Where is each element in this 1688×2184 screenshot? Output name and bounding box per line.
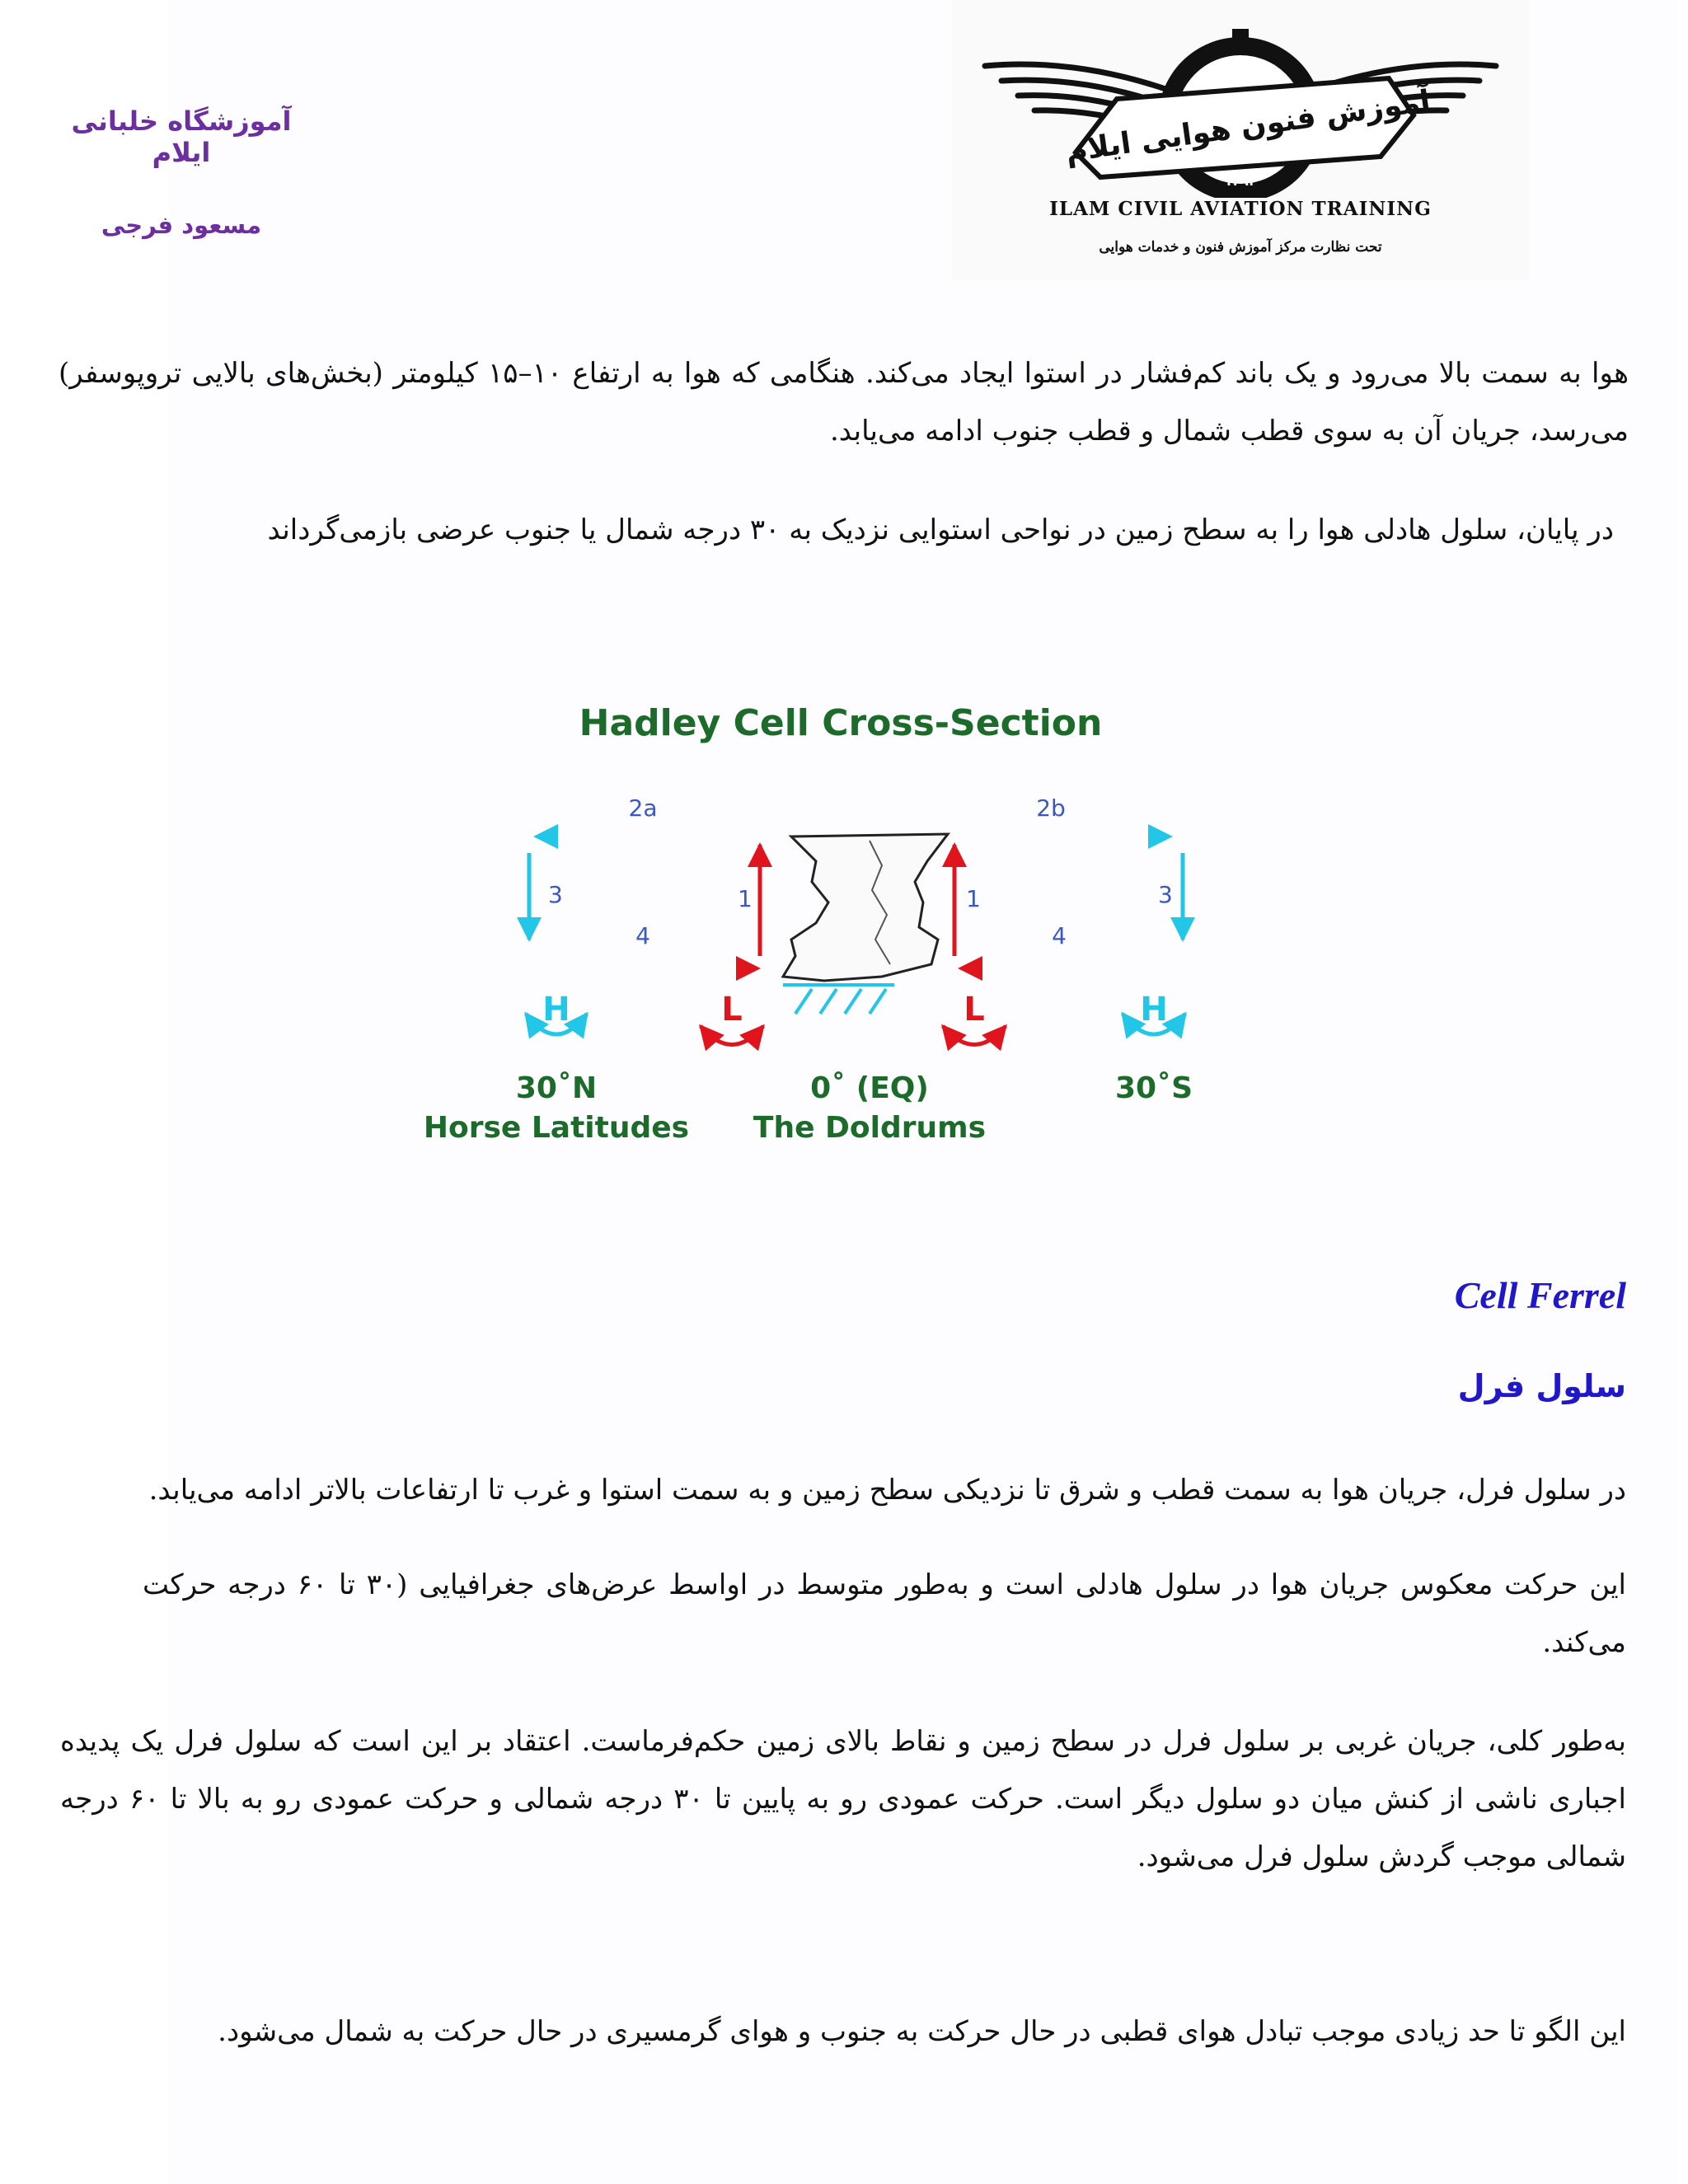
paragraph-ferrel-westerlies: به‌طور کلی، جریان غربی بر سلول فرل در سطح زمین و نقاط بالای زمین حکم‌فرماست. اعتقاد بر این است که سلول فرل یک پدیده اجباری ناشی از کنش میان دو سلول دیگر است. حرکت عمودی رو به پایین تا ۳۰ درجه شمالی و حرکت عمودی رو به بالا تا ۶۰ درجه شمالی موجب گردش سلول فرل می‌شود. (60, 1725, 1626, 1873)
paragraph-ferrel-flow: در سلول فرل، جریان هوا به سمت قطب و شرق تا نزدیکی سطح زمین و به سمت استوا و غرب تا ارتفاعات بالاتر ادامه می‌یابد. (148, 1474, 1626, 1507)
logo (952, 0, 1529, 280)
section-heading-persian: سلول فرل (1457, 1368, 1626, 1404)
paragraph-ferrel-reverse: این حرکت معکوس جریان هوا در سلول هادلی است و به‌طور متوسط در اواسط عرض‌های جغرافیایی (۳۰ تا ۶۰ درجه حرکت می‌کند. (143, 1568, 1626, 1659)
label-2b: 2b (1036, 794, 1066, 822)
hadley-cell-diagram (420, 692, 1212, 1154)
label-horse-latitudes: Horse Latitudes (423, 1111, 690, 1145)
low-pressure-right-icon (943, 991, 1006, 1045)
low-pressure-left-icon (701, 991, 763, 1045)
diagram-title: Hadley Cell Cross-Section (579, 702, 1103, 744)
header-block (49, 99, 313, 239)
paragraph-intro: هوا به سمت بالا می‌رود و یک باند کم‌فشار در استوا ایجاد می‌کند. هنگامی که هوا به ارتفاع ۱۰–۱۵ کیلومتر (بخش‌های بالایی تروپوسفر) می‌رسد، جریان آن به سوی قطب شمال و قطب جنوب ادامه می‌یابد. (59, 357, 1629, 448)
label-30n: 30˚N (515, 1071, 598, 1105)
label-3-right: 3 (1158, 881, 1173, 908)
logo-english-name: ILAM CIVIL AVIATION TRAINING (1049, 198, 1432, 220)
cloud-column (783, 834, 948, 981)
paragraph-ferrel-exchange: این الگو تا حد زیادی موجب تبادل هوای قطبی در حال حرکت به جنوب و هوای گرمسیری در حال حرکت به شمال می‌شود. (218, 2015, 1626, 2048)
label-30s: 30˚S (1114, 1071, 1193, 1105)
label-1-left: 1 (738, 885, 753, 912)
label-1-right: 1 (966, 885, 981, 912)
label-2a: 2a (628, 794, 658, 822)
label-doldrums: The Doldrums (753, 1111, 987, 1145)
logo-year: ۱۳۹۲ (1224, 173, 1257, 189)
logo-persian-name: آموزش فنون هوایی ایلام (1063, 84, 1432, 169)
logo-acronym: I.C.A.T (1206, 62, 1275, 83)
high-pressure-right-icon (1123, 991, 1185, 1034)
label-4-right: 4 (1052, 922, 1067, 949)
label-equator: 0˚ (EQ) (810, 1071, 929, 1105)
label-4-left: 4 (635, 922, 650, 949)
ground-hatch (783, 985, 894, 1014)
school-name: آموزشگاه خلبانی ایلام (71, 105, 292, 168)
paragraph-hadley-return: در پایان، سلول هادلی هوا را به سطح زمین در نواحی استوایی نزدیک به ۳۰ درجه شمال یا جنوب عرضی بازمی‌گرداند (267, 513, 1614, 546)
section-heading-english: Cell Ferrel (1454, 1274, 1626, 1316)
svg-text:H: H (1140, 991, 1168, 1029)
svg-text:H: H (542, 991, 570, 1029)
label-3-left: 3 (548, 881, 563, 908)
logo-supervision-note: تحت نظارت مرکز آموزش فنون و خدمات هوایی (1099, 239, 1382, 255)
logo-emblem (952, 0, 1529, 198)
teacher-name: مسعود فرجی (101, 211, 262, 239)
svg-text:L: L (721, 991, 743, 1029)
high-pressure-left-icon (526, 991, 587, 1034)
svg-text:L: L (964, 991, 985, 1029)
